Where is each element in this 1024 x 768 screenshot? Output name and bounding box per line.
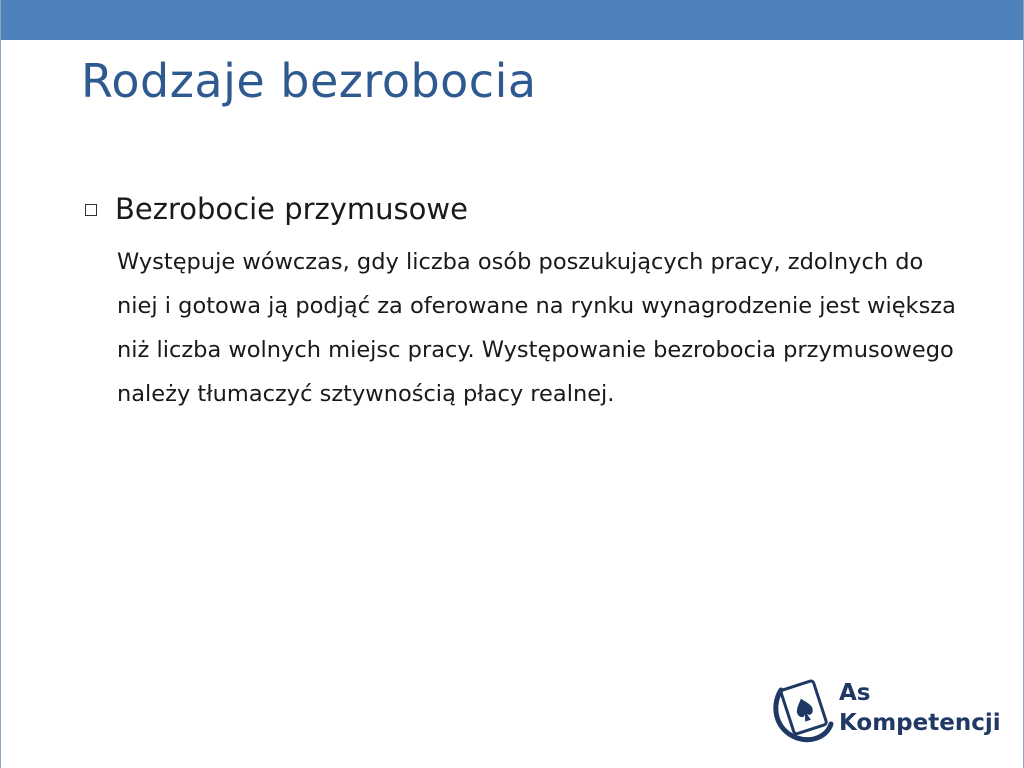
logo-line-2: Kompetencji xyxy=(839,710,1001,736)
logo-text xyxy=(839,678,1001,738)
slide-title: Rodzaje bezrobocia xyxy=(81,54,537,108)
logo-line-1: As xyxy=(839,680,871,706)
spade-card-icon xyxy=(771,672,835,744)
square-bullet-icon xyxy=(85,204,97,216)
top-accent-bar xyxy=(1,0,1023,40)
bullet-description: Występuje wówczas, gdy liczba osób poszukujących pracy, zdolnych do niej i gotowa ją podjąć za oferowane na rynku wynagrodzenie jest większa niż liczba wolnych miejsc pracy. Występowanie bezrobocia przymusowego należy tłumaczyć sztywnością płacy realnej. xyxy=(117,249,956,407)
slide-content xyxy=(79,192,959,416)
bullet-text: Bezrobocie przymusowe xyxy=(115,192,468,226)
logo xyxy=(771,672,1001,744)
bullet-item xyxy=(79,192,959,226)
